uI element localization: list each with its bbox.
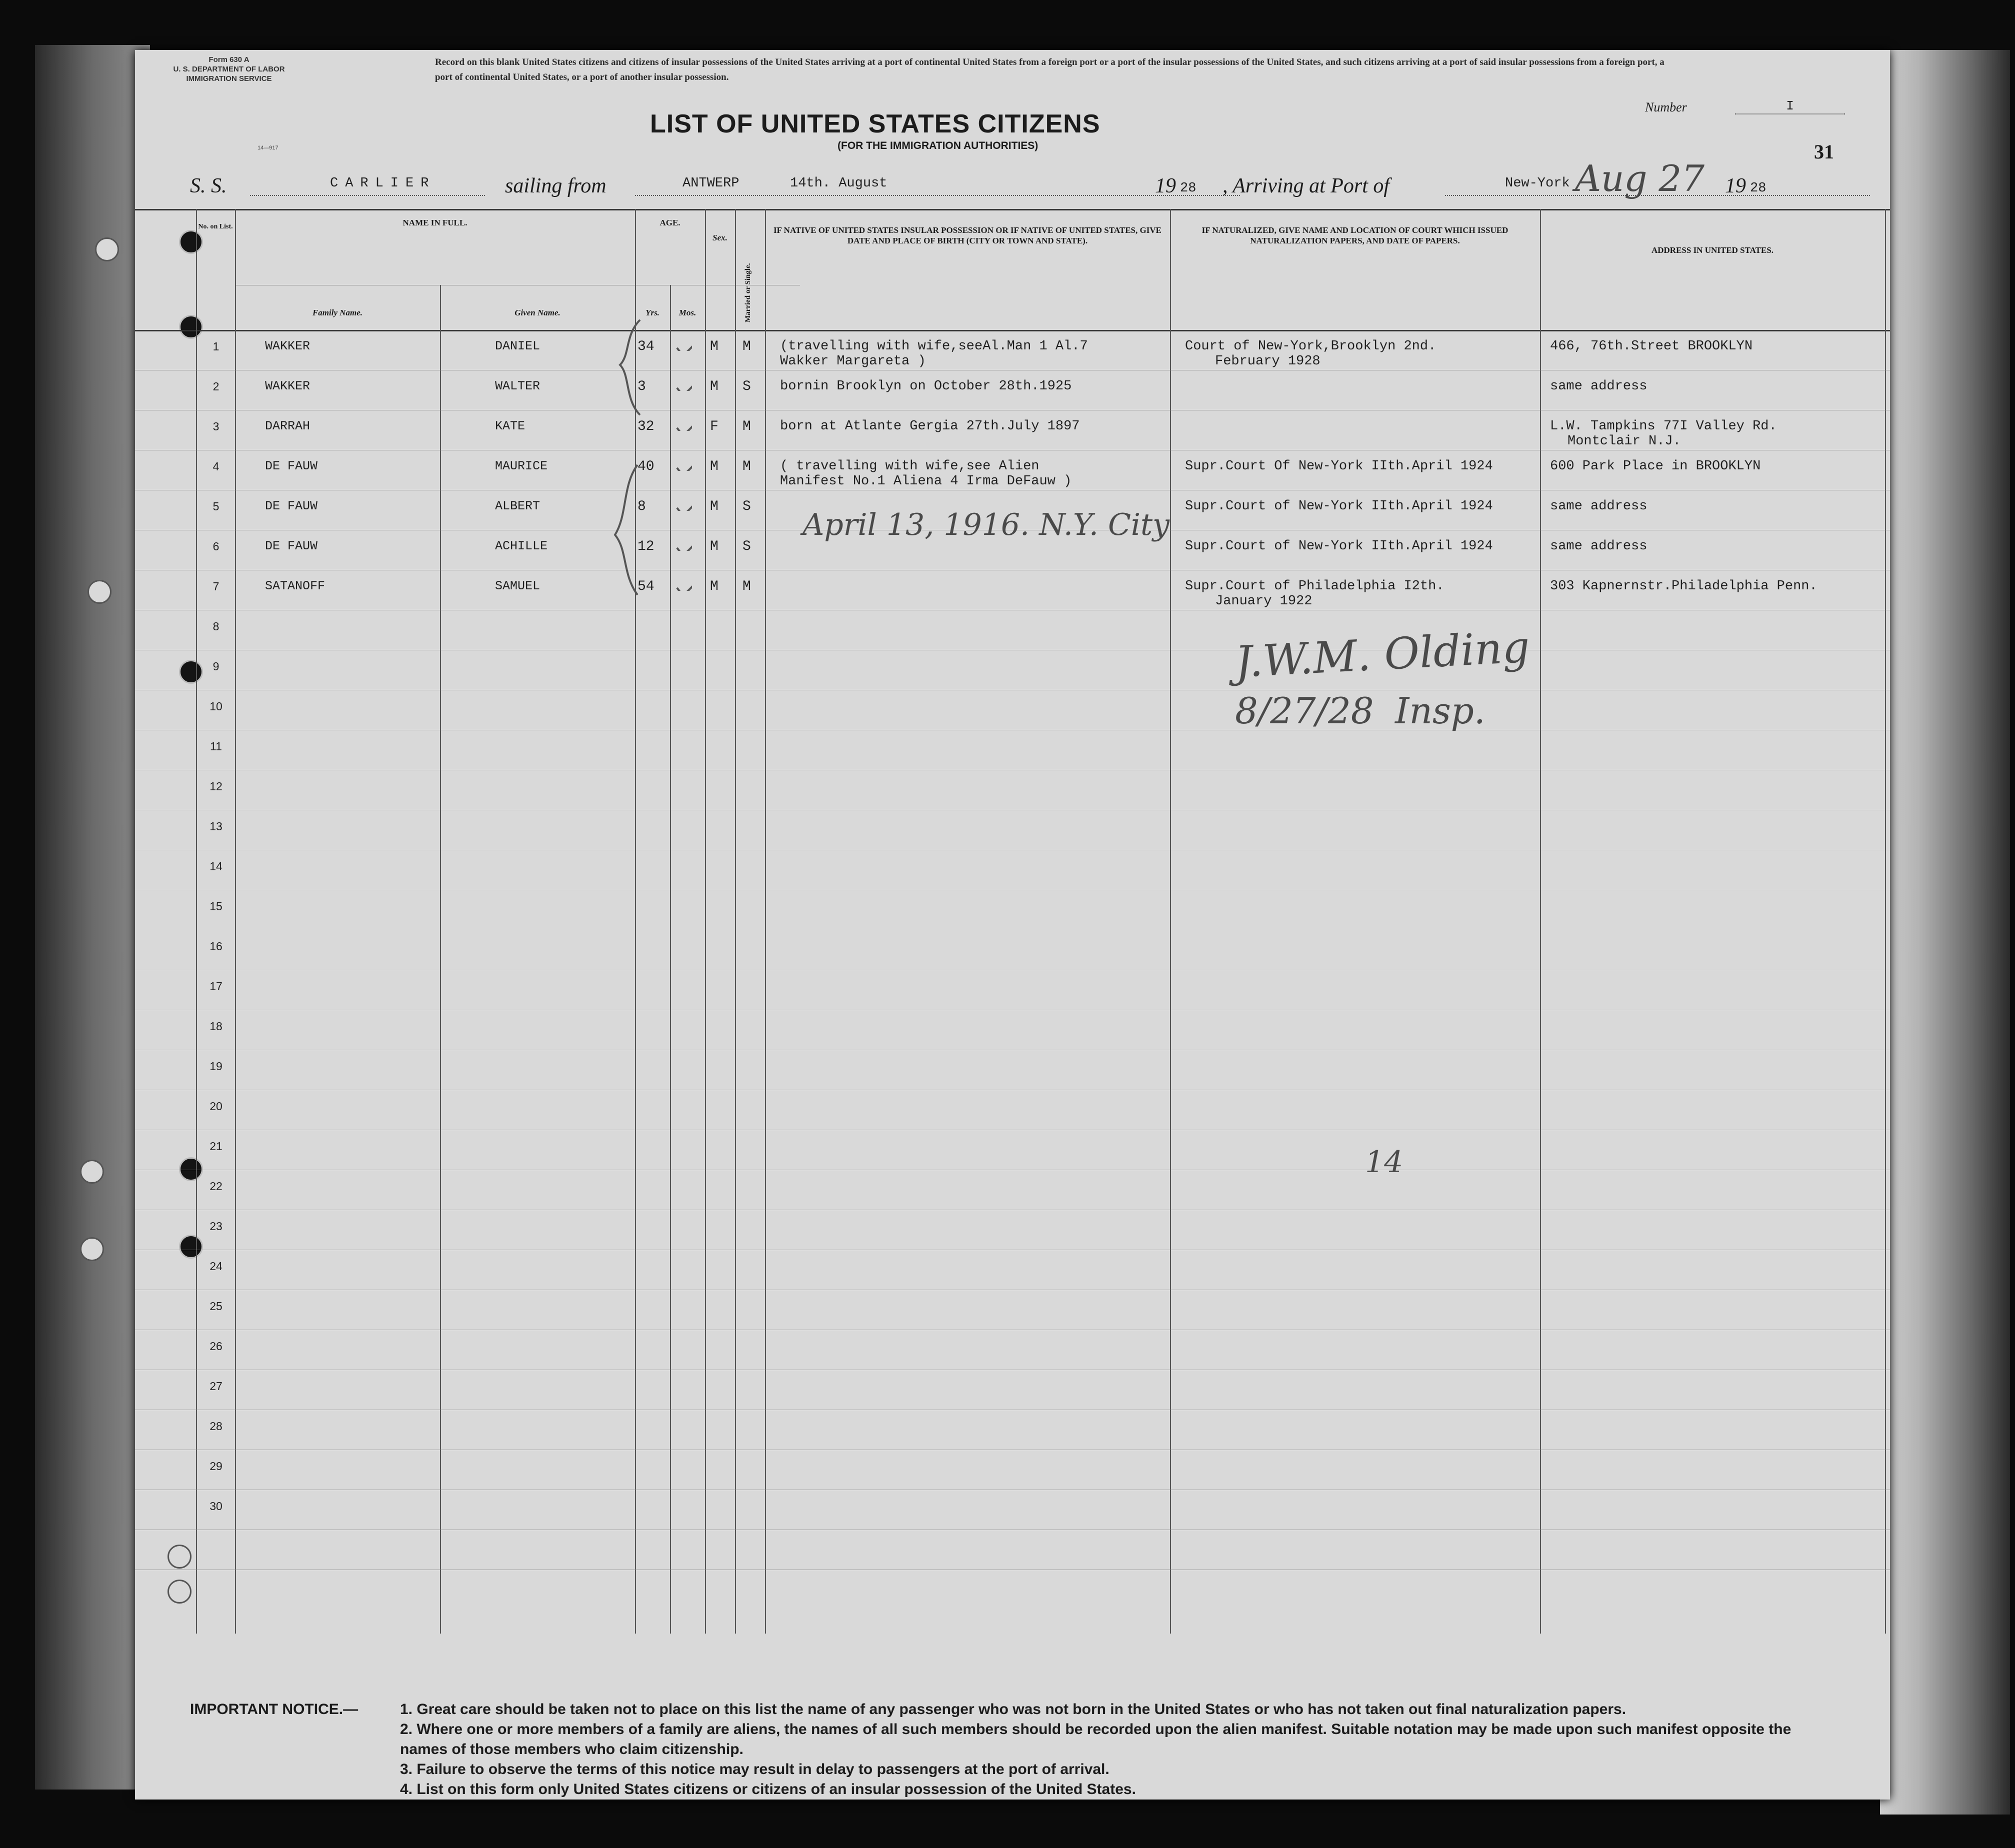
family-name-cell: WAKKER bbox=[265, 339, 310, 353]
row-number: 16 bbox=[210, 940, 222, 953]
binder-hole bbox=[179, 315, 203, 339]
address-cell: 600 Park Place in BROOKLYN bbox=[1550, 459, 1761, 474]
naturalization-cell: Supr.Court of Philadelphia I2th. bbox=[1185, 579, 1444, 594]
row-number: 3 bbox=[212, 420, 220, 433]
naturalization-cell-line2: January 1922 bbox=[1215, 594, 1312, 609]
header-family-name: Family Name. bbox=[312, 308, 363, 317]
age-years-cell: 54 bbox=[638, 579, 654, 594]
page-subtitle: (FOR THE IMMIGRATION AUTHORITIES) bbox=[838, 140, 1038, 151]
given-name-cell: ACHILLE bbox=[495, 539, 548, 553]
row-number: 30 bbox=[210, 1500, 222, 1513]
binder-hole bbox=[179, 230, 203, 254]
row-number: 19 bbox=[210, 1060, 222, 1073]
birth-info-cell: ( travelling with wife,see Alien bbox=[780, 459, 1040, 474]
underlying-page bbox=[1880, 50, 2010, 1815]
header-yrs: Yrs. bbox=[646, 308, 660, 317]
age-years-cell: 32 bbox=[638, 419, 654, 434]
sailing-label: sailing from bbox=[505, 174, 606, 197]
given-name-cell: MAURICE bbox=[495, 459, 548, 473]
family-name-cell: DE FAUW bbox=[265, 539, 318, 553]
address-cell: L.W. Tampkins 77I Valley Rd. bbox=[1550, 419, 1777, 434]
sex-cell: M bbox=[710, 539, 718, 554]
number-value: I bbox=[1735, 98, 1845, 114]
handwritten-birth-note: April 13, 1916. N.Y. City bbox=[802, 507, 1170, 542]
header-name-in-full: NAME IN FULL. bbox=[402, 218, 468, 227]
address-cell: 466, 76th.Street BROOKLYN bbox=[1550, 339, 1753, 354]
birth-info-cell-line2: Wakker Margareta ) bbox=[780, 354, 926, 369]
row-number: 10 bbox=[210, 700, 222, 713]
family-name-cell: DARRAH bbox=[265, 419, 310, 433]
check-mark bbox=[675, 494, 692, 511]
address-cell: same address bbox=[1550, 379, 1648, 394]
binder-edge bbox=[35, 45, 150, 1790]
print-reference: 14—917 bbox=[258, 145, 278, 151]
arrival-year: 28 bbox=[1750, 181, 1766, 196]
check-mark bbox=[675, 374, 692, 391]
page-mark: 14 bbox=[1365, 1145, 1404, 1180]
year-prefix: 19 bbox=[1155, 174, 1176, 197]
birth-info-cell: bornin Brooklyn on October 28th.1925 bbox=[780, 379, 1072, 394]
family-name-cell: DE FAUW bbox=[265, 459, 318, 473]
age-years-cell: 12 bbox=[638, 539, 654, 554]
header-married-single: Married or Single. bbox=[744, 263, 752, 322]
naturalization-cell: Court of New-York,Brooklyn 2nd. bbox=[1185, 339, 1436, 354]
row-number: 15 bbox=[210, 900, 222, 913]
sex-cell: M bbox=[710, 499, 718, 514]
birth-info-cell-line2: Manifest No.1 Aliena 4 Irma DeFauw ) bbox=[780, 474, 1072, 489]
header-birth-info: IF NATIVE OF UNITED STATES INSULAR POSSESSION OR IF NATIVE OF UNITED STATES, GIVE DATE AND PLACE OF BIRTH (CITY OR TOWN AND STATE). bbox=[774, 225, 1162, 245]
port-from: ANTWERP bbox=[682, 176, 740, 191]
given-name-cell: SAMUEL bbox=[495, 579, 540, 593]
family-name-cell: SATANOFF bbox=[265, 579, 326, 593]
row-number: 23 bbox=[210, 1220, 222, 1233]
page-number: 31 bbox=[1814, 140, 1834, 163]
sex-cell: M bbox=[710, 339, 718, 354]
naturalization-cell: Supr.Court of New-York IIth.April 1924 bbox=[1185, 499, 1493, 514]
given-name-cell: WALTER bbox=[495, 379, 540, 393]
row-number: 7 bbox=[212, 580, 220, 593]
row-number: 22 bbox=[210, 1180, 222, 1193]
header-address: ADDRESS IN UNITED STATES. bbox=[1651, 245, 1774, 255]
check-mark bbox=[675, 574, 692, 591]
age-years-cell: 34 bbox=[638, 339, 654, 354]
binder-hole bbox=[95, 237, 119, 261]
row-number: 21 bbox=[210, 1140, 222, 1153]
binder-hole bbox=[168, 1580, 192, 1604]
ship-name: CARLIER bbox=[330, 176, 436, 191]
check-mark bbox=[675, 414, 692, 431]
row-number: 13 bbox=[210, 820, 222, 833]
marital-status-cell: S bbox=[742, 539, 751, 554]
notice-item: 1. Great care should be taken not to place on this list the name of any passenger who was not born in the United States or who has not taken out final naturalization papers. bbox=[400, 1701, 1626, 1718]
header-no-on-list: No. on List. bbox=[198, 223, 233, 230]
family-name-cell: WAKKER bbox=[265, 379, 310, 393]
marital-status-cell: M bbox=[742, 339, 751, 354]
row-number: 1 bbox=[212, 340, 220, 353]
marital-status-cell: S bbox=[742, 379, 751, 394]
row-number: 2 bbox=[212, 380, 220, 393]
header-sex: Sex. bbox=[712, 233, 728, 242]
signature-date: 8/27/28 bbox=[1235, 690, 1374, 732]
marital-status-cell: S bbox=[742, 499, 751, 514]
arrival-date-handwritten: Aug 27 bbox=[1575, 157, 1704, 199]
department: U. S. DEPARTMENT OF LABOR bbox=[173, 65, 285, 73]
important-notice bbox=[190, 1700, 1840, 1800]
service: IMMIGRATION SERVICE bbox=[186, 74, 272, 83]
check-mark bbox=[675, 334, 692, 351]
signature-note: Insp. bbox=[1395, 690, 1486, 732]
binder-hole bbox=[80, 1237, 104, 1261]
arriving-label: , Arriving at Port of bbox=[1222, 174, 1390, 197]
form-number: Form 630 A bbox=[208, 55, 250, 64]
port-to: New-York bbox=[1505, 176, 1570, 191]
naturalization-cell-line2: February 1928 bbox=[1215, 354, 1320, 369]
check-mark bbox=[675, 454, 692, 471]
header-mos: Mos. bbox=[678, 308, 696, 317]
form-identifier bbox=[149, 55, 309, 83]
family-bracket-marks bbox=[600, 315, 660, 615]
address-cell: same address bbox=[1550, 539, 1648, 554]
address-cell: same address bbox=[1550, 499, 1648, 514]
header-age: AGE. bbox=[660, 218, 680, 227]
header-given-name: Given Name. bbox=[514, 308, 560, 317]
header-naturalization: IF NATURALIZED, GIVE NAME AND LOCATION OF COURT WHICH ISSUED NATURALIZATION PAPERS, AND DATE OF PAPERS. bbox=[1202, 225, 1508, 245]
year-prefix: 19 bbox=[1725, 174, 1746, 197]
row-number: 4 bbox=[212, 460, 220, 473]
number-label: Number bbox=[1645, 100, 1687, 114]
row-number: 12 bbox=[210, 780, 222, 793]
row-number: 27 bbox=[210, 1380, 222, 1393]
row-number: 28 bbox=[210, 1420, 222, 1433]
age-years-cell: 8 bbox=[638, 499, 646, 514]
notice-item: 2. Where one or more members of a family are aliens, the names of all such members should be recorded upon the alien manifest. Suitable notation may be made upon such manifest opposite the names of those members who claim citizenship. bbox=[400, 1721, 1792, 1758]
age-years-cell: 40 bbox=[638, 459, 654, 474]
row-number: 17 bbox=[210, 980, 222, 993]
sail-date: 14th. August bbox=[790, 176, 888, 191]
row-number: 5 bbox=[212, 500, 220, 513]
row-number: 20 bbox=[210, 1100, 222, 1113]
binder-hole bbox=[80, 1160, 104, 1184]
naturalization-cell: Supr.Court Of New-York IIth.April 1924 bbox=[1185, 459, 1493, 474]
row-number: 26 bbox=[210, 1340, 222, 1353]
preamble: Record on this blank United States citizens and citizens of insular possessions of the United States arriving at a port of continental United States from a foreign port or a port of the insular possessions of the United States, and such citizens arriving at a port of said insular possessions from a foreign port, a port of continental United States, or a port of another insular possession. bbox=[435, 57, 1664, 82]
naturalization-cell: Supr.Court of New-York IIth.April 1924 bbox=[1185, 539, 1493, 554]
binder-hole bbox=[179, 1157, 203, 1181]
row-number: 8 bbox=[212, 620, 220, 633]
binder-hole bbox=[88, 580, 112, 604]
binder-hole bbox=[179, 1235, 203, 1259]
notice-item: 4. List on this form only United States citizens or citizens of an insular possession of the United States. bbox=[400, 1781, 1136, 1798]
row-number: 11 bbox=[210, 740, 222, 753]
notice-item: 3. Failure to observe the terms of this notice may result in delay to passengers at the port of arrival. bbox=[400, 1761, 1110, 1778]
row-number: 25 bbox=[210, 1300, 222, 1313]
sail-year: 28 bbox=[1180, 181, 1196, 196]
given-name-cell: DANIEL bbox=[495, 339, 540, 353]
row-number: 9 bbox=[212, 660, 220, 673]
row-number: 29 bbox=[210, 1460, 222, 1473]
sex-cell: M bbox=[710, 459, 718, 474]
sex-cell: M bbox=[710, 579, 718, 594]
age-years-cell: 3 bbox=[638, 379, 646, 394]
manifest-sheet bbox=[135, 50, 1890, 1800]
family-name-cell: DE FAUW bbox=[265, 499, 318, 513]
address-cell: 303 Kapnernstr.Philadelphia Penn. bbox=[1550, 579, 1818, 594]
marital-status-cell: M bbox=[742, 459, 751, 474]
binder-hole bbox=[168, 1545, 192, 1569]
given-name-cell: ALBERT bbox=[495, 499, 540, 513]
row-number: 24 bbox=[210, 1260, 222, 1273]
notice-label: IMPORTANT NOTICE.— bbox=[190, 1701, 358, 1718]
marital-status-cell: M bbox=[742, 579, 751, 594]
ss-label: S. S. bbox=[190, 174, 227, 197]
marital-status-cell: M bbox=[742, 419, 751, 434]
check-mark bbox=[675, 534, 692, 551]
page-title: LIST OF UNITED STATES CITIZENS bbox=[650, 109, 1100, 138]
inspector-signature: J.W.M. Olding bbox=[1234, 622, 1531, 688]
sex-cell: F bbox=[710, 419, 718, 434]
address-cell-line2: Montclair N.J. bbox=[1568, 434, 1681, 449]
birth-info-cell: born at Atlante Gergia 27th.July 1897 bbox=[780, 419, 1080, 434]
sex-cell: M bbox=[710, 379, 718, 394]
birth-info-cell: (travelling with wife,seeAl.Man 1 Al.7 bbox=[780, 339, 1088, 354]
row-number: 6 bbox=[212, 540, 220, 553]
row-number: 18 bbox=[210, 1020, 222, 1033]
given-name-cell: KATE bbox=[495, 419, 526, 433]
row-number: 14 bbox=[210, 860, 222, 873]
